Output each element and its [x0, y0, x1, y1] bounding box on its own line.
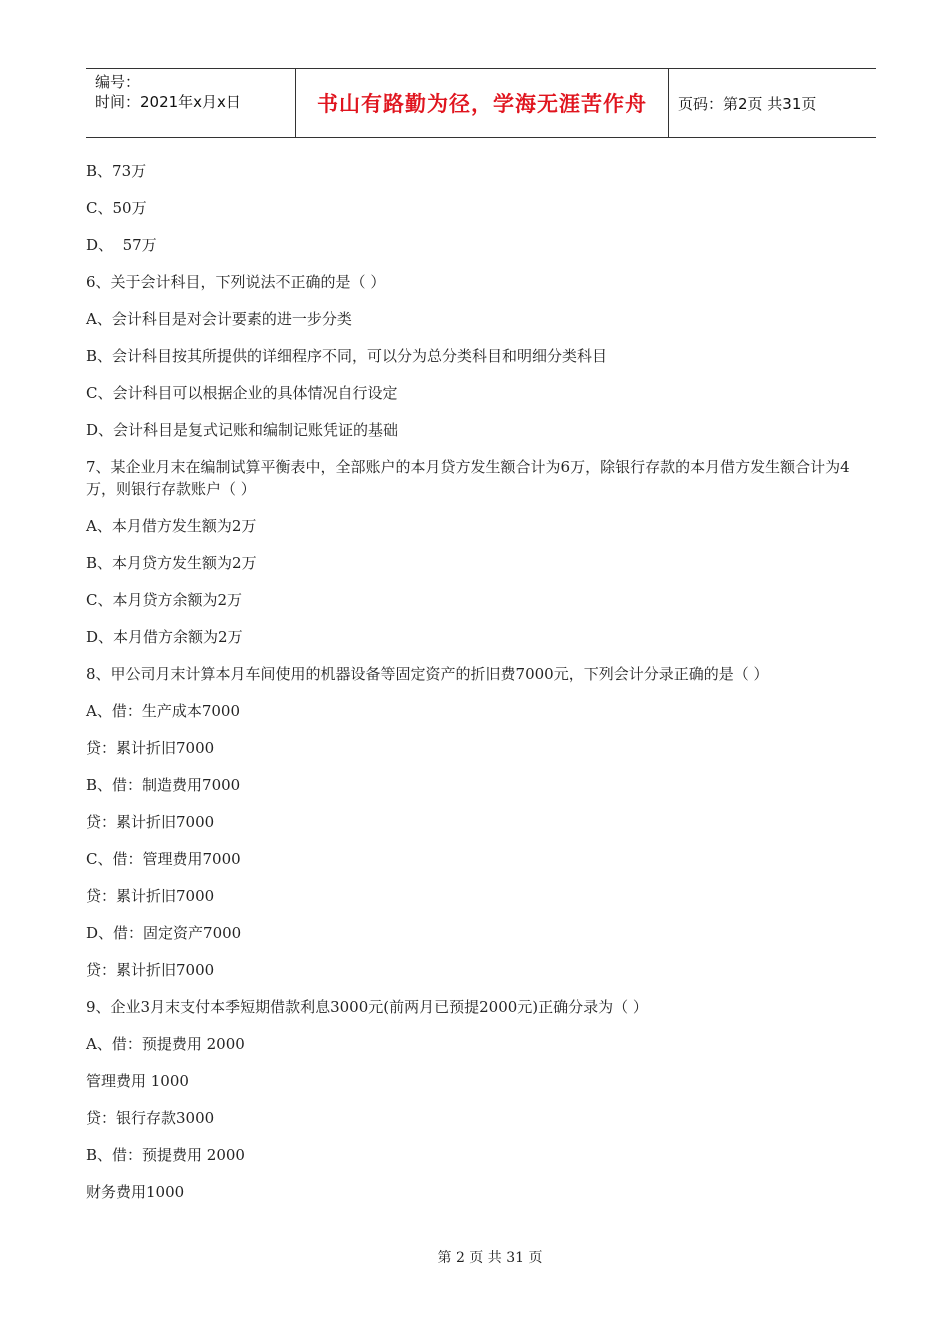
text-line: A、借：生产成本7000	[86, 702, 241, 720]
text-line: 贷：累计折旧7000	[86, 887, 215, 905]
text-line: 贷：累计折旧7000	[86, 739, 215, 757]
text-line: D、 57万	[86, 236, 157, 254]
text-line: C、本月贷方余额为2万	[86, 591, 243, 609]
text-line: A、本月借方发生额为2万	[86, 517, 257, 535]
document-number-label: 编号：	[95, 73, 141, 91]
question-7: 7、某企业月末在编制试算平衡表中，全部账户的本月贷方发生额合计为6万，除银行存款的本月借方发生额合计为4万，则银行存款账户（ ）	[86, 458, 850, 498]
text-line: B、会计科目按其所提供的详细程序不同，可以分为总分类科目和明细分类科目	[86, 347, 608, 365]
text-line: C、会计科目可以根据企业的具体情况自行设定	[86, 384, 398, 402]
question-8: 8、甲公司月末计算本月车间使用的机器设备等固定资产的折旧费7000元，下列会计分录正确的是（ ）	[86, 665, 769, 683]
page-header	[86, 68, 876, 138]
text-line: B、73万	[86, 162, 147, 180]
document-body	[86, 160, 876, 1218]
question-9: 9、企业3月末支付本季短期借款利息3000元(前两月已预提2000元)正确分录为（ ）	[86, 998, 648, 1016]
header-motto: 书山有路勤为径，学海无涯苦作舟	[296, 69, 669, 137]
page-footer: 第 2 页 共 31 页	[437, 1250, 543, 1266]
text-line: A、会计科目是对会计要素的进一步分类	[86, 310, 352, 328]
text-line: C、借：管理费用7000	[86, 850, 241, 868]
text-line: 管理费用 1000	[86, 1072, 189, 1090]
text-line: B、借：预提费用 2000	[86, 1146, 245, 1164]
text-line: 财务费用1000	[86, 1183, 185, 1201]
text-line: B、本月贷方发生额为2万	[86, 554, 257, 572]
text-line: D、会计科目是复式记账和编制记账凭证的基础	[86, 421, 399, 439]
document-time-label: 时间：2021年x月x日	[95, 93, 241, 111]
text-line: 贷：银行存款3000	[86, 1109, 215, 1127]
question-6: 6、关于会计科目，下列说法不正确的是（ ）	[86, 273, 386, 291]
text-line: D、借：固定资产7000	[86, 924, 242, 942]
text-line: D、本月借方余额为2万	[86, 628, 243, 646]
text-line: B、借：制造费用7000	[86, 776, 241, 794]
text-line: 贷：累计折旧7000	[86, 813, 215, 831]
header-page-number: 页码：第2页 共31页	[678, 94, 817, 113]
text-line: C、50万	[86, 199, 147, 217]
header-meta	[86, 69, 296, 137]
text-line: A、借：预提费用 2000	[86, 1035, 245, 1053]
text-line: 贷：累计折旧7000	[86, 961, 215, 979]
